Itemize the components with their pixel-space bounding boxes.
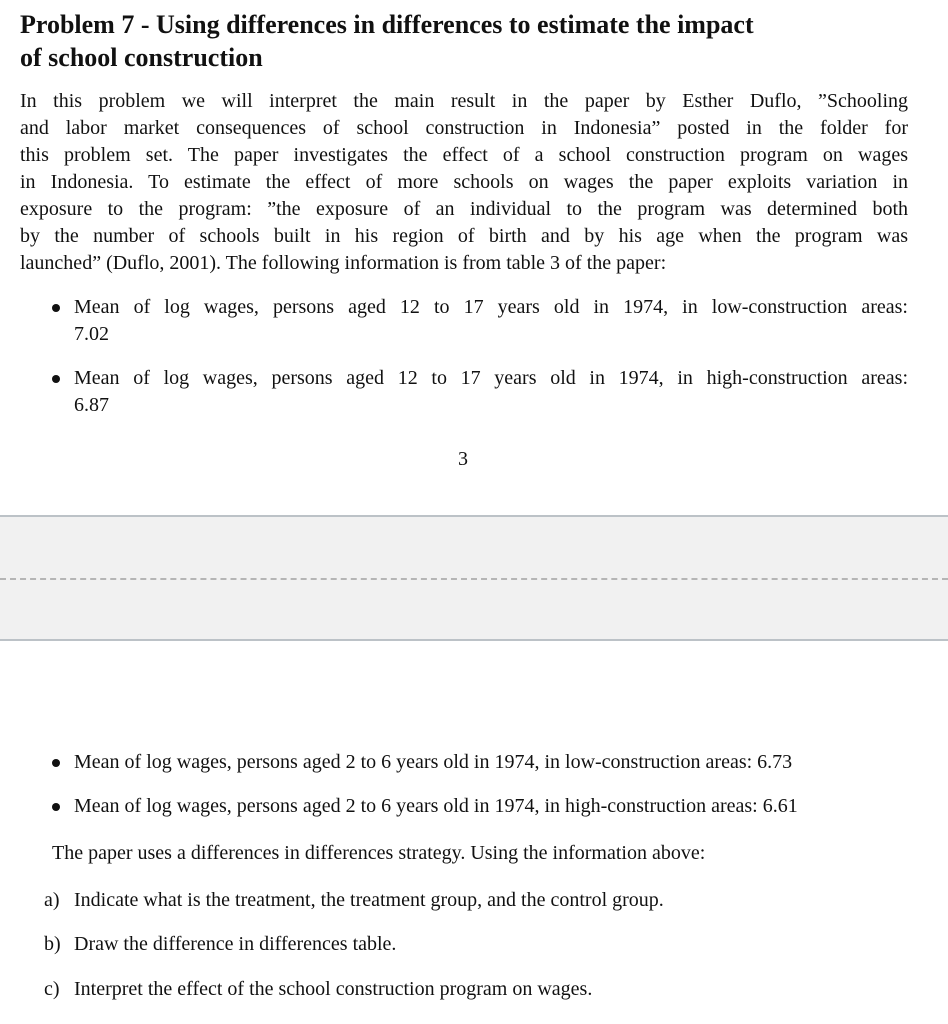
- bullet-value: 6.87: [74, 394, 109, 416]
- bullet-item: [52, 294, 908, 348]
- bullet-item: [52, 793, 908, 820]
- text-line: exposure to the program: ”the exposure of an individual to the program was determined both: [20, 198, 908, 220]
- question-text: Draw the difference in differences table.: [74, 933, 397, 955]
- bullet-item: [52, 749, 908, 776]
- bullet-text: Mean of log wages, persons aged 2 to 6 years old in 1974, in high-construction areas: 6.61: [74, 795, 798, 817]
- question-label: b): [44, 933, 61, 955]
- title-line: Problem 7 - Using differences in differences to estimate the impact: [20, 10, 754, 39]
- bullet-text: Mean of log wages, persons aged 12 to 17 years old in 1974, in low-construction areas:: [74, 296, 908, 318]
- text-line: launched” (Duflo, 2001). The following information is from table 3 of the paper:: [20, 252, 667, 274]
- text-line: by the number of schools built in his region of birth and by his age when the program was: [20, 225, 908, 247]
- page-number: 3: [458, 448, 468, 470]
- problem-title: [20, 8, 920, 74]
- question-label: a): [44, 889, 60, 911]
- question-a: [44, 887, 664, 914]
- text-line: and labor market consequences of school construction in Indonesia” posted in the folder for: [20, 117, 908, 139]
- intro-paragraph: [20, 88, 908, 277]
- question-c: [44, 976, 592, 1003]
- bullet-icon: [52, 759, 60, 767]
- page-break-line: [0, 578, 948, 580]
- bullet-value: 7.02: [74, 323, 109, 345]
- bullet-icon: [52, 803, 60, 811]
- question-b: [44, 931, 396, 958]
- title-line: of school construction: [20, 43, 263, 72]
- text-line: in Indonesia. To estimate the effect of more schools on wages the paper exploits variation in: [20, 171, 908, 193]
- bullet-item: [52, 365, 908, 419]
- bullet-text: Mean of log wages, persons aged 2 to 6 years old in 1974, in low-construction areas: 6.73: [74, 751, 793, 773]
- bullet-icon: [52, 304, 60, 312]
- text-line: In this problem we will interpret the main result in the paper by Esther Duflo, ”Schooling: [20, 90, 908, 112]
- bullet-icon: [52, 375, 60, 383]
- bullet-text: Mean of log wages, persons aged 12 to 17 years old in 1974, in high-construction areas:: [74, 367, 908, 389]
- question-text: Indicate what is the treatment, the treatment group, and the control group.: [74, 889, 664, 911]
- page-break-separator: [0, 515, 948, 641]
- text-line: this problem set. The paper investigates the effect of a school construction program on wages: [20, 144, 908, 166]
- question-label: c): [44, 978, 60, 1000]
- question-text: Interpret the effect of the school construction program on wages.: [74, 978, 593, 1000]
- strategy-text: The paper uses a differences in differences strategy. Using the information above:: [52, 842, 706, 864]
